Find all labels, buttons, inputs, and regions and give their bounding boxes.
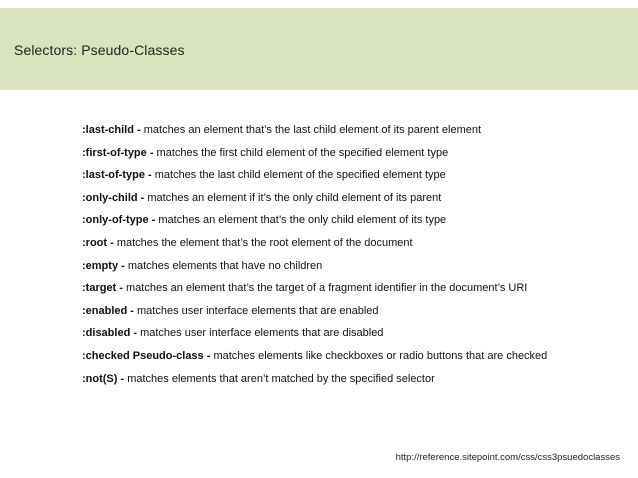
item-description: matches an element if it’s the only child element of its parent: [144, 191, 442, 204]
list-item: [82, 234, 622, 257]
source-url: http://reference.sitepoint.com/css/css3psuedoclasses: [395, 452, 620, 463]
list-item: [82, 121, 622, 144]
list-item: [82, 257, 622, 280]
item-term: :enabled -: [82, 304, 134, 317]
item-description: matches an element that’s the only child element of its type: [155, 214, 447, 227]
item-term: :empty -: [82, 259, 125, 272]
item-description: matches the first child element of the specified element type: [153, 146, 449, 159]
item-description: matches elements that aren’t matched by the specified selector: [124, 372, 435, 385]
list-item: [82, 324, 622, 347]
item-term: :only-child -: [82, 191, 145, 204]
item-description: matches an element that’s the last child element of its parent element: [140, 124, 482, 136]
slide-title: Selectors: Pseudo-Classes: [14, 42, 185, 58]
item-term: :first-of-type -: [82, 146, 154, 159]
item-term: :not(S) -: [82, 372, 125, 385]
item-description: matches elements that have no children: [124, 259, 323, 272]
item-term: :only-of-type -: [82, 214, 156, 227]
item-term: :last-of-type -: [82, 169, 152, 182]
item-description: matches elements like checkboxes or radio buttons that are checked: [210, 349, 548, 362]
list-item: [82, 302, 622, 325]
list-item: [82, 144, 622, 167]
item-description: matches user interface elements that are disabled: [137, 327, 384, 340]
item-term: :disabled -: [82, 327, 138, 340]
item-description: matches the element that’s the root element of the document: [113, 236, 413, 249]
list-item: [82, 211, 622, 234]
item-term: :last-child -: [82, 124, 141, 136]
item-description: matches the last child element of the specified element type: [151, 169, 446, 182]
list-item: [82, 370, 622, 393]
list-item: [82, 279, 622, 302]
pseudo-class-list: [82, 121, 622, 392]
item-term: :root -: [82, 236, 114, 249]
item-term: :target -: [82, 282, 123, 295]
list-item: [82, 166, 622, 189]
item-description: matches an element that’s the target of a fragment identifier in the document’s URI: [122, 282, 528, 295]
item-description: matches user interface elements that are enabled: [133, 304, 379, 317]
item-term: :checked Pseudo-class -: [82, 349, 211, 362]
list-item: [82, 189, 622, 212]
list-item: [82, 347, 622, 370]
